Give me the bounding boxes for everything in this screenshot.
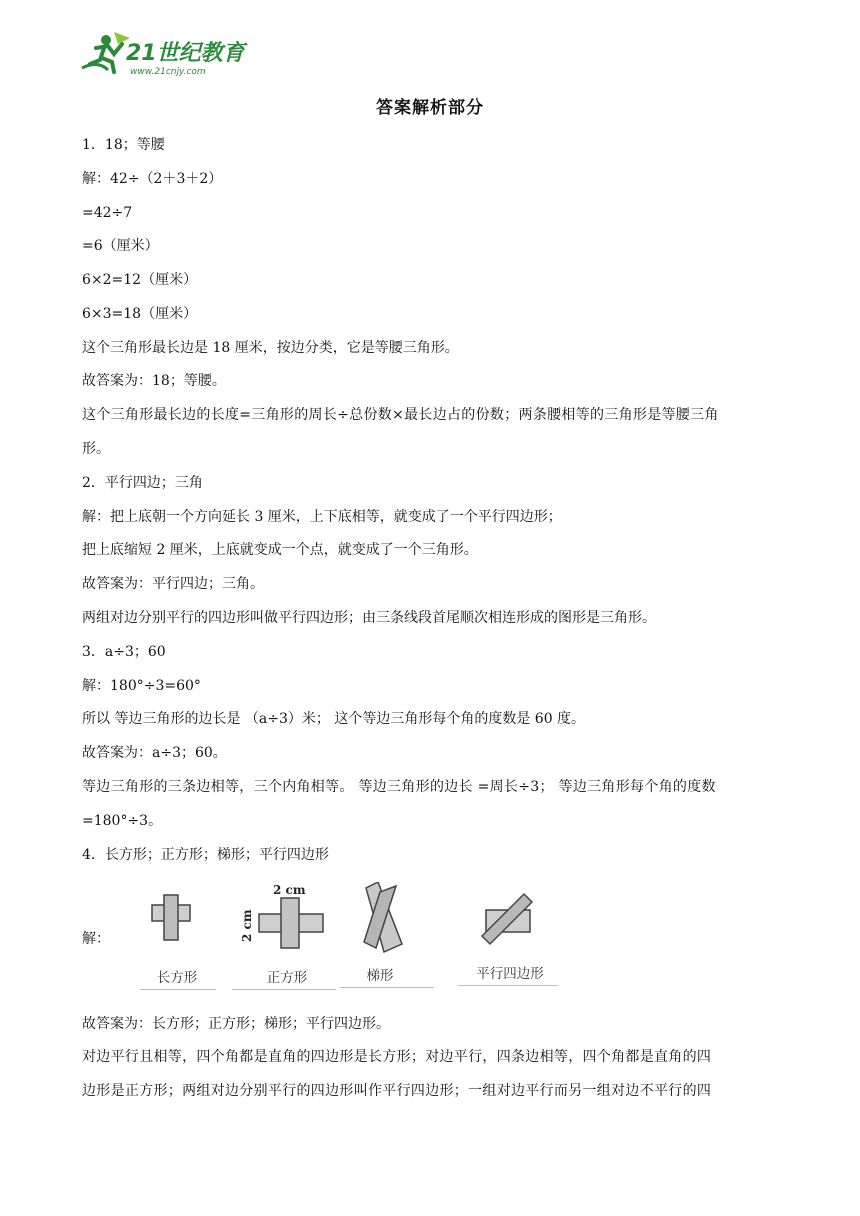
q4-line: 边形是正方形；两组对边分别平行的四边形叫作平行四边形；一组对边平行而另一组对边不平行的四 — [82, 1083, 712, 1099]
q4-line: 故答案为：长方形；正方形；梯形；平行四边形。 — [82, 1016, 390, 1032]
q3-line: 所以 等边三角形的边长是 （a÷3）米； 这个等边三角形每个角的度数是 60 度。 — [82, 711, 586, 727]
q2-line: 解：把上底朝一个方向延长 3 厘米，上下底相等，就变成了一个平行四边形； — [82, 509, 562, 525]
q4-line: 对边平行且相等，四个角都是直角的四边形是长方形；对边平行，四条边相等，四个角都是直角的四 — [82, 1049, 712, 1065]
dim-top-label: 2 cm — [273, 883, 306, 897]
q1-line: 这个三角形最长边是 18 厘米，按边分类，它是等腰三角形。 — [82, 340, 459, 356]
q4-answer: 4．长方形；正方形；梯形；平行四边形 — [82, 847, 329, 863]
q2-line: 故答案为：平行四边；三角。 — [82, 576, 264, 592]
q1-line: 这个三角形最长边的长度=三角形的周长÷总份数×最长边占的份数；两条腰相等的三角形是等腰三角 — [82, 407, 719, 423]
q1-line: =42÷7 — [82, 205, 133, 221]
q1-line: 6×3=18（厘米） — [82, 306, 198, 322]
parallelogram-figure — [480, 890, 540, 950]
q3-line: 解：180°÷3=60° — [82, 678, 201, 694]
q1-line: 6×2=12（厘米） — [82, 272, 198, 288]
q2-answer: 2．平行四边；三角 — [82, 475, 203, 491]
q3-line: 故答案为：a÷3；60。 — [82, 745, 227, 761]
q1-line: 形。 — [82, 441, 110, 457]
trapezoid-figure — [350, 882, 420, 962]
square-figure — [237, 880, 337, 962]
figure-label: 梯形 — [366, 968, 394, 984]
q1-line: =6（厘米） — [82, 238, 159, 254]
q2-line: 两组对边分别平行的四边形叫做平行四边形；由三条线段首尾顺次相连形成的图形是三角形。 — [82, 610, 656, 626]
q4-jie: 解： — [82, 931, 110, 947]
q1-answer: 1．18；等腰 — [82, 137, 165, 153]
rectangle-figure — [142, 890, 232, 960]
q3-line: =180°÷3。 — [82, 813, 163, 829]
page-title: 答案解析部分 — [376, 98, 484, 118]
site-logo — [78, 30, 258, 80]
runner-icon — [82, 32, 130, 72]
q3-answer: 3．a÷3；60 — [82, 644, 166, 660]
dim-side-label: 2 cm — [240, 909, 254, 942]
q1-line: 故答案为：18；等腰。 — [82, 373, 226, 389]
shape-figures — [82, 880, 582, 1000]
logo-url: www.21cnjy.com — [130, 67, 206, 77]
q3-line: 等边三角形的三条边相等，三个内角相等。 等边三角形的边长 =周长÷3； 等边三角形每个角的度数 — [82, 779, 716, 795]
logo-brand: 21世纪教育 — [126, 41, 245, 66]
figure-label: 长方形 — [156, 970, 198, 986]
figure-label: 平行四边形 — [476, 966, 544, 982]
q2-line: 把上底缩短 2 厘米，上底就变成一个点，就变成了一个三角形。 — [82, 542, 478, 558]
q1-line: 解：42÷（2＋3＋2） — [82, 171, 223, 187]
figure-label: 正方形 — [266, 970, 308, 986]
